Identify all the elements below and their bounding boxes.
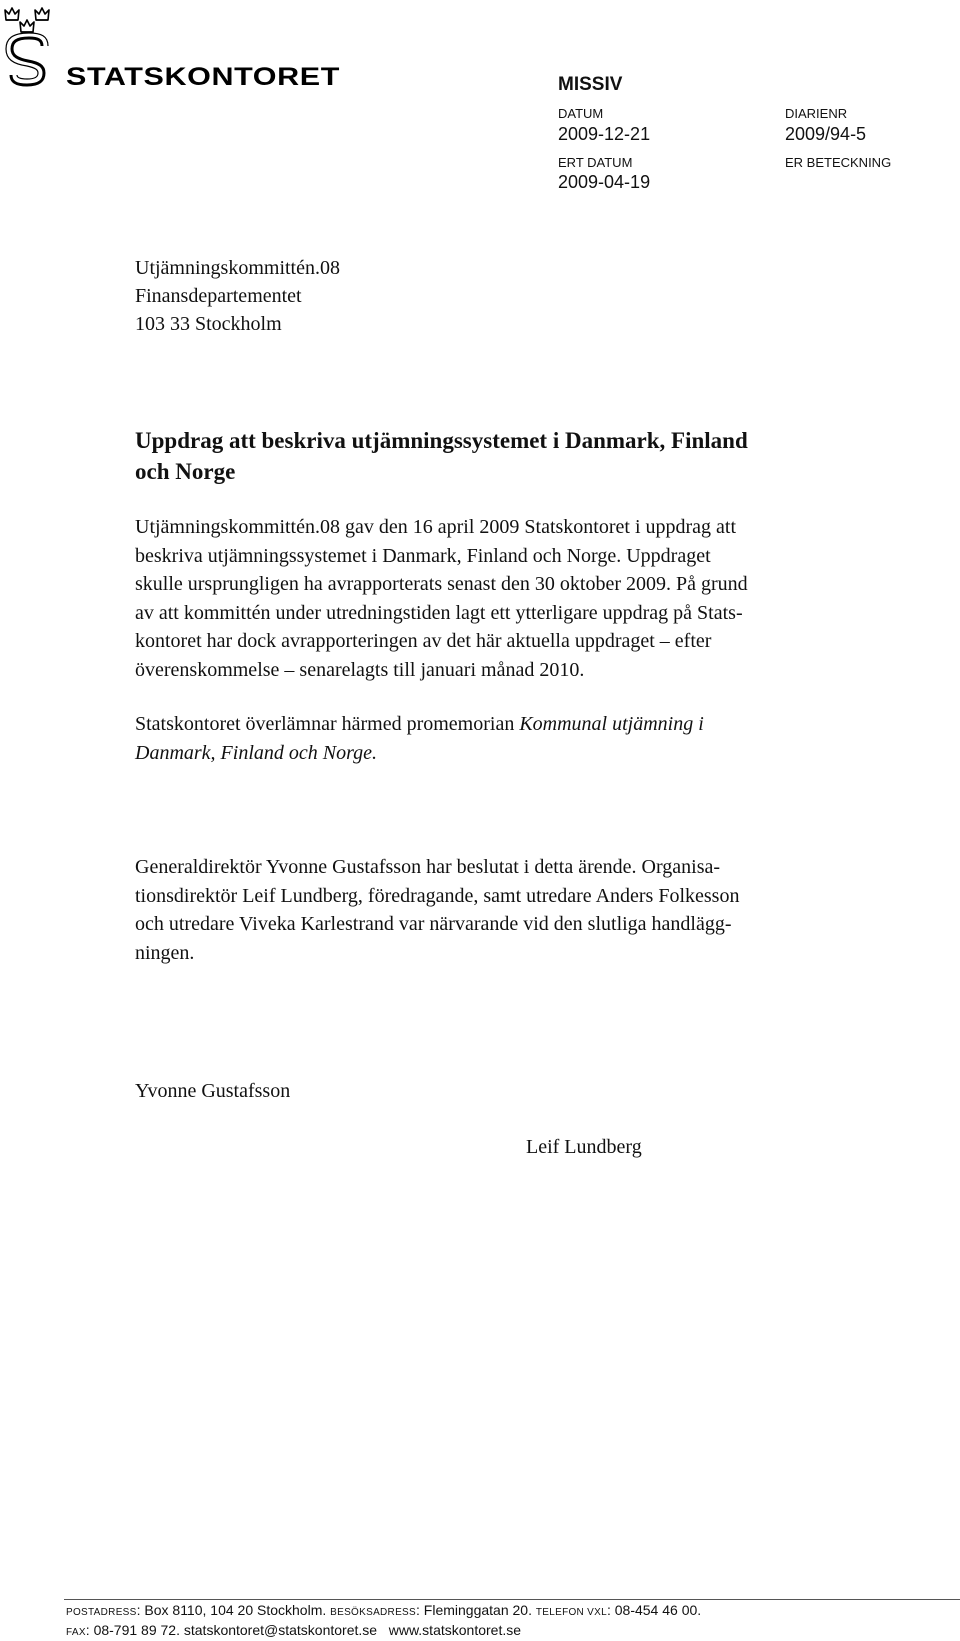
address-line: Finansdepartementet <box>135 285 302 307</box>
text-line: skulle ursprungligen ha avrapporterats senast den 30 oktober 2009. På grund <box>135 573 748 595</box>
document-type: MISSIV <box>558 74 623 95</box>
address-line: 103 33 Stockholm <box>135 313 282 335</box>
postadress-value: : Box 8110, 104 20 Stockholm. <box>136 1602 331 1618</box>
recipient-address <box>135 254 340 338</box>
text-line: av att kommittén under utredningstiden lagt ett ytterligare uppdrag på Stats- <box>135 601 743 624</box>
datum-label: DATUM <box>558 106 604 121</box>
three-crowns-s-emblem-icon <box>2 2 54 92</box>
footer-line-address <box>66 1602 701 1618</box>
address-line: Utjämningskommittén.08 <box>135 257 340 279</box>
text-line: kontoret har dock avrapporteringen av det här aktuella uppdraget – efter <box>135 630 712 652</box>
text-line: och utredare Viveka Karlestrand var närvarande vid den slutliga handlägg- <box>135 913 732 935</box>
footer-divider <box>64 1599 960 1600</box>
footer-line-contact <box>66 1622 521 1638</box>
paragraph-assignment <box>135 513 895 684</box>
besoksadress-label: BESÖKSADRESS <box>330 1607 416 1618</box>
ert-datum-value: 2009-04-19 <box>558 172 651 192</box>
paragraph-decision <box>135 853 895 967</box>
text-plain: Statskontoret överlämnar härmed promemorian <box>135 713 520 735</box>
text-line: ningen. <box>135 941 195 964</box>
report-title-italic: Danmark, Finland och Norge. <box>135 741 378 764</box>
telefon-value: : 08-454 46 00. <box>606 1602 702 1618</box>
text-line: Generaldirektör Yvonne Gustafsson har beslutat i detta ärende. Organisa- <box>135 856 721 878</box>
paragraph-submission <box>135 710 895 767</box>
telefon-label: TELEFON VXL <box>535 1607 607 1618</box>
datum-value: 2009-12-21 <box>558 124 651 144</box>
text-line <box>135 739 895 768</box>
signature-director-general: Yvonne Gustafsson <box>135 1080 291 1102</box>
text-line: överenskommelse – senarelagts till januari månad 2010. <box>135 658 585 681</box>
ert-datum-label: ERT DATUM <box>558 155 633 170</box>
text-line: Utjämningskommittén.08 gav den 16 april 2009 Statskontoret i uppdrag att <box>135 516 737 538</box>
text-line: tionsdirektör Leif Lundberg, föredragande, samt utredare Anders Folkesson <box>135 884 740 907</box>
report-title-italic: Kommunal utjämning i <box>519 713 704 735</box>
postadress-label: POSTADRESS <box>66 1607 137 1618</box>
er-beteckning-label: ER BETECKNING <box>785 155 892 170</box>
letter-title <box>135 425 895 487</box>
fax-email-web: : 08-791 89 72. statskontoret@statskontoret.se www.statskontoret.se <box>85 1622 522 1638</box>
text-line: beskriva utjämningssystemet i Danmark, Finland och Norge. Uppdraget <box>135 544 711 567</box>
fax-label: FAX <box>66 1627 86 1638</box>
besoksadress-value: : Fleminggatan 20. <box>416 1602 536 1618</box>
title-line: och Norge <box>135 459 236 484</box>
text-line <box>135 710 895 739</box>
diarienr-value: 2009/94-5 <box>785 124 867 144</box>
diarienr-label: DIARIENR <box>785 106 848 121</box>
signature-rapporteur: Leif Lundberg <box>526 1136 642 1158</box>
title-line: Uppdrag att beskriva utjämningssystemet i Danmark, Finland <box>135 428 748 453</box>
logo-wordmark: STATSKONTORET <box>66 63 340 91</box>
